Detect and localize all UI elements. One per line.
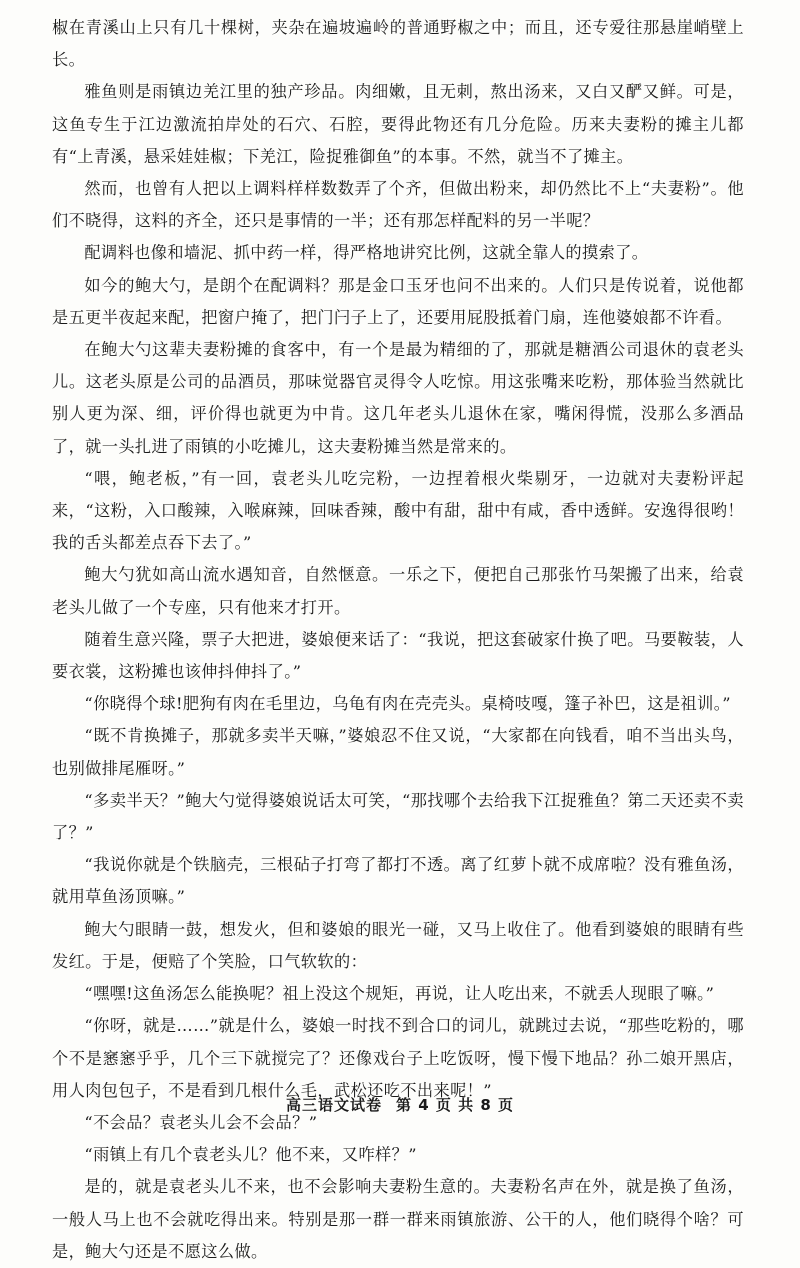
- paragraph: “嘿嘿!这鱼汤怎么能换呢？祖上没这个规矩，再说，让人吃出来，不就丢人现眼了嘛。”: [84, 984, 715, 1004]
- paragraph: “既不肯换摊子，那就多卖半天嘛，”婆娘忍不住又说，“大家都在向钱看，咱不当出头鸟，也别做排尾雁呀。”: [52, 726, 744, 778]
- paragraph: 椒在青溪山上只有几十棵树，夹杂在遍坡遍岭的普通野椒之中；而且，还专爱往那悬崖峭壁上长。: [52, 18, 744, 70]
- paragraph: 配调料也像和墙泥、抓中药一样，得严格地讲究比例，这就全靠人的摸索了。: [84, 243, 649, 263]
- page-number: 第 4 页 共 8 页: [396, 1096, 514, 1114]
- paragraph: 雅鱼则是雨镇边羌江里的独产珍品。肉细嫩，且无刺，熬出汤来，又白又酽又鲜。可是，这鱼专生于江边激流拍岸处的石穴、石腔，要得此物还有几分危险。历来夫妻粉的摊主儿都有“上青溪，悬采娃娃椒；下羌江，险捉雅御鱼”的本事。不然，就当不了摊主。: [52, 82, 744, 166]
- page-footer: [0, 1094, 800, 1115]
- paragraph: “你呀，就是……”就是什么，婆娘一时找不到合口的词儿，就跳过去说，“那些吃粉的，哪个不是窸窸乎乎，几个三下就搅完了？还像戏台子上吃饭呀，慢下慢下地品？孙二娘开黑店，用人肉包包子，不是看到几根什么毛，武松还吃不出来呢！”: [52, 1016, 744, 1100]
- exam-title: 高三语文试卷: [285, 1096, 382, 1114]
- paragraph: “雨镇上有几个袁老头儿？他不来，又咋样？”: [84, 1145, 417, 1165]
- paragraph: “多卖半天？”鲍大勺觉得婆娘说话太可笑，“那找哪个去给我下江捉雅鱼？第二天还卖不卖了？”: [52, 790, 744, 843]
- paragraph: “不会品？袁老头儿会不会品？”: [84, 1112, 318, 1132]
- paragraph: 是的，就是袁老头儿不来，也不会影响夫妻粉生意的。夫妻粉名声在外，就是换了鱼汤，一般人马上也不会就吃得出来。特别是那一群一群来雨镇旅游、公干的人，他们晓得个啥？可是，鲍大勺还是不愿这么做。: [52, 1177, 744, 1261]
- paragraph: “我说你就是个铁脑壳，三根砧子打弯了都打不透。离了红萝卜就不成席啦？没有雅鱼汤，就用草鱼汤顶嘛。”: [52, 855, 744, 907]
- paragraph: “你晓得个球!肥狗有肉在毛里边，乌龟有肉在壳壳头。桌椅吱嘎，篷子补巴，这是祖训。”: [84, 694, 731, 714]
- paragraph: 然而，也曾有人把以上调料样样数数弄了个齐，但做出粉来，却仍然比不上“夫妻粉”。他们不晓得，这料的齐全，还只是事情的一半；还有那怎样配料的另一半呢？: [52, 179, 744, 231]
- paragraph: 鲍大勺眼睛一鼓，想发火，但和婆娘的眼光一碰，又马上收住了。他看到婆娘的眼睛有些发红。于是，便赔了个笑脸，口气软软的：: [52, 919, 744, 971]
- story-text: [52, 12, 744, 1268]
- paragraph: 在鲍大勺这辈夫妻粉摊的食客中，有一个是最为精细的了，那就是糖酒公司退休的袁老头儿。这老头原是公司的品酒员，那味觉器官灵得令人吃惊。用这张嘴来吃粉，那体验当然就比别人更为深、细，评价得也就更为中肯。这几年老头儿退休在家，嘴闲得慌，没那么多酒品了，就一头扎进了雨镇的小吃摊儿，这夫妻粉摊当然是常来的。: [52, 340, 744, 456]
- paragraph: “喂，鲍老板，”有一回，袁老头儿吃完粉，一边捏着根火柴剔牙，一边就对夫妻粉评起来，“这粉，入口酸辣，入喉麻辣，回味香辣，酸中有甜，甜中有咸，香中透鲜。安逸得很哟！我的舌头都差点吞下去了。”: [52, 468, 744, 553]
- paragraph: 鲍大勺犹如高山流水遇知音，自然惬意。一乐之下，便把自己那张竹马架搬了出来，给袁老头儿做了一个专座，只有他来才打开。: [52, 565, 744, 617]
- paragraph: 如今的鲍大勺，是朗个在配调料？那是金口玉牙也问不出来的。人们只是传说着，说他都是五更半夜起来配，把窗户掩了，把门闩子上了，还要用屁股抵着门扇，连他婆娘都不许看。: [52, 275, 744, 327]
- paragraph: 随着生意兴隆，票子大把进，婆娘便来话了：“我说，把这套破家什换了吧。马要鞍装，人要衣裳，这粉摊也该伸抖伸抖了。”: [52, 629, 744, 682]
